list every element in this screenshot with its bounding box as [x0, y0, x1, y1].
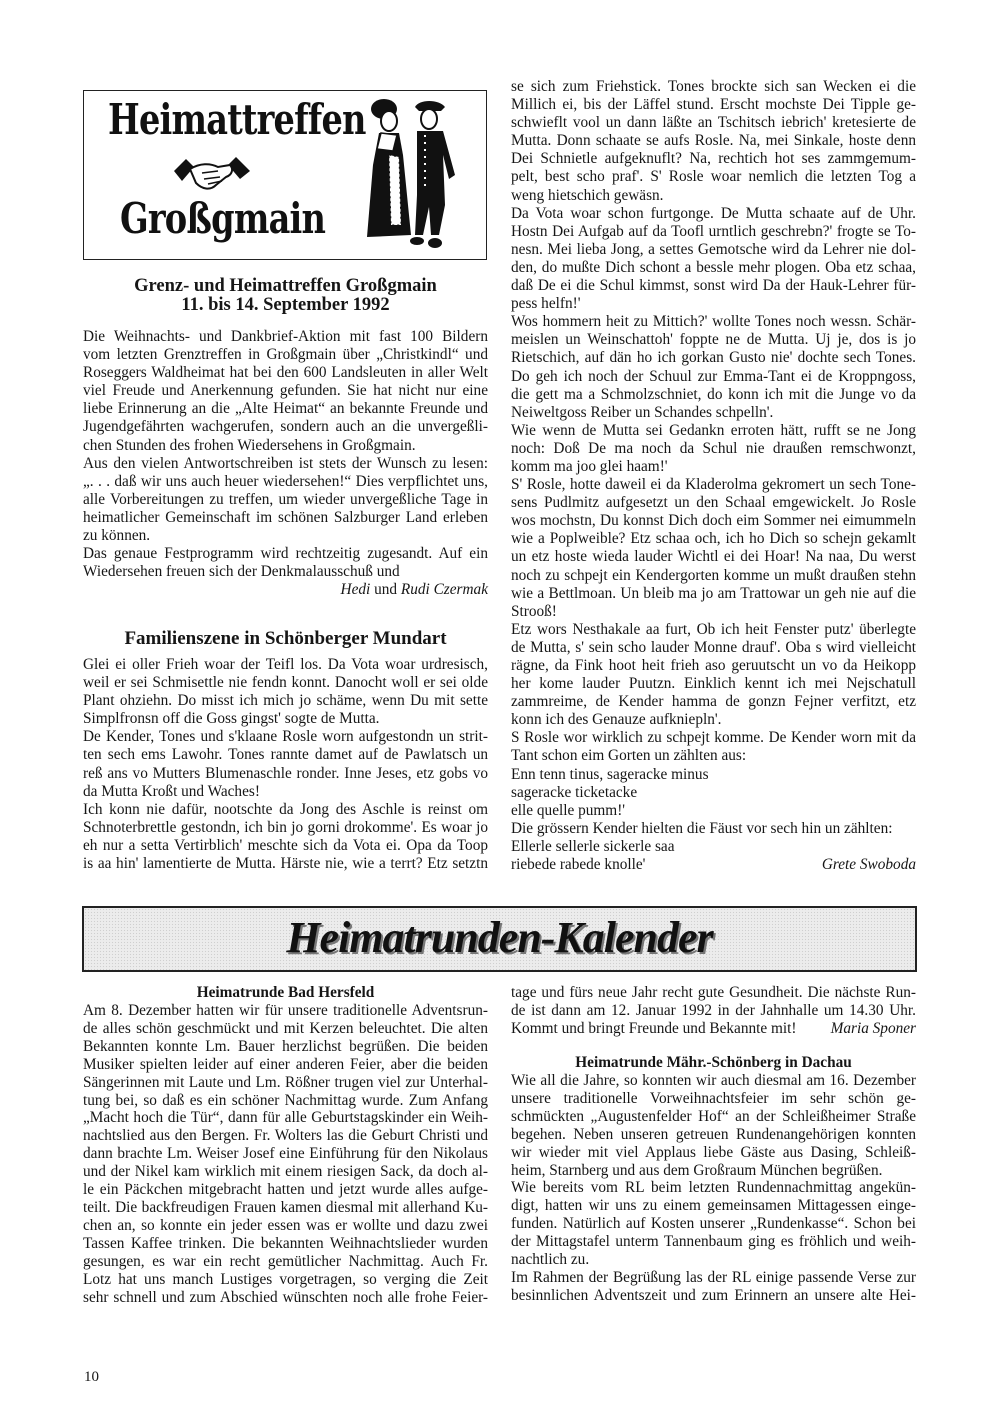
text-line: Plant ohziehn. Do misst ich mich jo schäme, wenn Du mit sette — [83, 692, 488, 710]
text-line: sageracke ticketacke — [511, 783, 638, 801]
text-line: „. . . daß wir uns auch heuer wiedersehen!“ Dies verpflichtet uns, — [83, 472, 488, 490]
text-line: is aa hin' lamentierte de Mutta. Härste nie, wie a terrt? Etz setztn — [83, 855, 488, 873]
text-line: Die grössern Kender hielten die Fäust vor sech hin un zählten: — [511, 819, 893, 837]
article-body-continued — [511, 78, 916, 874]
entry-body — [511, 1072, 916, 1305]
text-line: Simplfronsn off die Goss gingst' sogte de Mutta. — [83, 710, 380, 728]
text-line: Strooß! — [511, 602, 557, 620]
article-title-line: Grenz- und Heimattreffen Großgmain — [134, 276, 437, 296]
text-line: Wie bereits vom RL beim letzten Rundennachmittag angekün- — [511, 1179, 916, 1197]
text-line: de ist dann am 12. Januar 1992 in der Jahnhalle um 14.30 Uhr. — [511, 1001, 916, 1019]
text-line: noch: Doß De ma noch da Schul nie draußen remschwonzt, — [511, 439, 916, 457]
article-title — [83, 277, 488, 314]
header-graphic — [83, 90, 487, 260]
calendar-entry-continued — [511, 984, 916, 1038]
text-line: le ein Päckchen mitgebracht hatten und jetzt wurde alles aufge- — [83, 1181, 488, 1199]
calendar-entry — [83, 984, 488, 1306]
signature-joiner: und — [374, 581, 398, 599]
calendar-banner — [82, 906, 917, 972]
text-line: Im Rahmen der Begrüßung las der RL einige passende Verse zur — [511, 1268, 916, 1286]
text-line: liebe Erinnerung an die „Alte Heimat“ an bekannte Freunde und — [83, 400, 488, 418]
graphic-title-heimattreffen: Heimattreffen — [108, 95, 366, 144]
text-line: alle Vorbereitungen zu treffen, um wieder unvergeßliche Tage in — [83, 490, 488, 508]
text-line: her kome lauder Puutzn. Einklich kennt ich mei Nejschatull — [511, 675, 916, 693]
text-line: heim, Starnberg und aus dem Großraum München begrüßen. — [511, 1161, 883, 1179]
text-line: nachtslied aus den Bergen. Fr. Wolters las die Geburt Christi und — [83, 1127, 488, 1145]
text-line: pelt, best scho praf'. S' Rosle woar nemlich die letzten Tog a — [511, 168, 916, 186]
text-line: wir wieder mit viel Applaus liebe Gäste aus Dasing, Schleiß- — [511, 1143, 916, 1161]
text-line: rägne, da Fink hoot heit frieh aso geruutscht un vo da Heikopp — [511, 657, 916, 674]
text-line: Aus den vielen Antwortschreiben ist stets der Wunsch zu lesen: — [83, 454, 488, 472]
text-line: Am 8. Dezember hatten wir für unsere traditionelle Adventsrun- — [83, 1002, 488, 1019]
entry-title: Heimatrunde Mähr.-Schönberg in Dachau — [575, 1054, 852, 1071]
text-line: nesn. Mei lieba Jong, a settes Gemotsche wird da Lehrer nie dol- — [511, 240, 916, 258]
calendar-entry — [511, 1054, 916, 1305]
text-line: tage und fürs neue Jahr recht gute Gesundheit. Die nächste Run- — [511, 984, 916, 1001]
text-line: schwieflt vool un dann läßte an Tschitsch iebrich' kretesierte de — [511, 114, 916, 132]
entry-signature: Maria Sponer — [830, 1019, 916, 1037]
closing-text: Kommt und bringt Freunde und Bekannte mit! — [511, 1019, 797, 1037]
text-line: Wie wenn de Mutta sei Gedankn erroten hätt, rufft se ne Jong — [511, 421, 916, 439]
text-line: begehen. Neben unseren getreuen Rundenangehörigen konnten — [511, 1125, 916, 1143]
text-line: teilt. Die backfreudigen Frauen kamen diesmal mit allerhand Ku- — [83, 1198, 488, 1216]
text-line: heimatlicher Gemeinschaft im schönen Salzburger Land erleben — [83, 508, 488, 526]
text-line: Da Vota woar schon furtgonge. De Mutta schaate auf de Uhr. — [511, 204, 916, 222]
graphic-title-grossgmain: Großgmain — [120, 194, 326, 243]
text-line: digt, hatten wir uns zu einem gemeinsamen Mittagessen einge- — [511, 1197, 916, 1215]
text-line: nachtlich zu. — [511, 1251, 590, 1269]
text-line: Dei Schnietle aufgeknuflt? Na, rechtich hot ses zammgemum- — [511, 150, 916, 168]
text-line: weil er sei Schmisettle nie fendn konnt. Danocht woll er sei olde — [83, 674, 488, 692]
signature-name: Hedi — [340, 581, 371, 599]
couple-icon — [359, 95, 464, 255]
article-date: 11. bis 14. September 1992 — [181, 294, 390, 315]
text-line: S' Rosle, hotte daweil ei da Kladerolma gekromert un sech Tone- — [511, 476, 916, 494]
article-body — [83, 656, 488, 873]
text-line: Sängerinnen mit Laute und Lm. Rößner trugen viel zur Unterhal- — [83, 1073, 488, 1091]
text-line: Wiedersehen freuen sich der Denkmalausschuß und — [83, 563, 400, 581]
text-line: de alles schön geschmückt und mit Kerzen beleuchtet. Die alten — [83, 1019, 488, 1037]
text-line: besinnlichen Adventszeit und zum Erinnern an unsere alte Hei- — [511, 1286, 916, 1304]
text-line: schmückten „Augustenfelder Hof“ an der Schleißheimer Straße — [511, 1107, 916, 1125]
text-line: dann brachte Lm. Weiser Josef eine Einführung für den Nikolaus — [83, 1145, 488, 1163]
signature-name: Rudi Czermak — [400, 581, 488, 599]
text-line: ten sech ems Lawohr. Tones rannte damet auf de Pawlatsch un — [83, 746, 488, 764]
text-line: Etz wors Nesthakale aa furt, Ob ich heit Fenster putz' überlegte — [511, 620, 916, 638]
text-line: vom letzten Grenztreffen in Großgmain über „Christkindl“ und — [83, 346, 488, 364]
text-line: Wos hommern heit zu Mittich?' wollte Tones noch wessn. Schär- — [511, 313, 916, 331]
text-line: Lotz hat uns manch Lustiges vorgetragen, so verging die Zeit — [83, 1270, 488, 1288]
page-number: 10 — [84, 1369, 99, 1385]
text-line: un etz hoste wieda lauder Wichtl ei dei Hoar! Na naa, Du werst — [511, 548, 916, 566]
text-line: weng hietschich gewäsn. — [511, 186, 664, 204]
text-line: chen an, so konnte ein jeder essen was er wollte und dazu zwei — [83, 1216, 488, 1234]
article-signature — [83, 581, 488, 599]
text-line: komm ma joo glei haam!' — [511, 457, 668, 475]
text-line: viel Freude und Anerkennung gefunden. Sie hat nicht nur eine — [83, 382, 488, 400]
text-line: zammreime, de Kender hamma de gonzn Fejner verfitzt, etz — [511, 693, 916, 711]
text-line: Do geh ich noch der Schuul zur Emma-Tant ei de Kroppngoss, — [511, 367, 916, 385]
text-line: funden. Natürlich auf Kosten unserer „Rundenkasse“. Schon bei — [511, 1215, 916, 1233]
text-line: Hostn Dei Aufgab auf da Toofl urntlich geschrebn?' frogte se To- — [511, 222, 916, 240]
text-line: und der Nikel kam wirklich mit einem riesigen Sack, da doch al- — [83, 1163, 488, 1181]
article-title: Familienszene in Schönberger Mundart — [124, 628, 447, 649]
text-line: zu können. — [83, 527, 151, 545]
text-line: se sich zum Friehstick. Tones brockte sich san Wecken ei die — [511, 78, 916, 95]
text-line: S Rosle wor wirklich zu schpejt komme. De Kender worn mit da — [511, 729, 916, 747]
text-line: De Kender, Tones und s'klaane Rosle worn aufgestondn un strit- — [83, 728, 488, 746]
text-line: Rietschich, auf dän ho ich gorkan Gusto nie' dochte sech Tones. — [511, 349, 916, 367]
calendar-banner-title: Heimatrunden-Kalender — [286, 913, 713, 962]
text-line: Schnoterbrettle gestondn, ich bin jo gorni drokomme'. Es woar jo — [83, 818, 488, 836]
text-line: reß ans vo Mutters Blumenaschle ronder. Inne Jeses, etz gobs vo — [83, 764, 488, 782]
text-line: wos mochstn, Du konnst Dich doch eim Sommer nei eimummeln — [511, 512, 916, 530]
text-line: tung bei, so daß es ein schöner Nachmittag wurde. Zum Anfang — [83, 1091, 488, 1109]
text-line: Bekannten konnte Lm. Bauer herzlichst begrüßen. Die beiden — [83, 1037, 488, 1055]
text-line: chen Stunden des frohen Wiedersehens in Großgmain. — [83, 436, 416, 454]
text-line: Die Weihnachts- und Dankbrief-Aktion mit fast 100 Bildern — [83, 328, 488, 345]
text-line: elle quelle pumm!' — [511, 801, 626, 819]
text-line: Tant schon eim Gorten un zählten aus: — [511, 747, 747, 765]
text-line: der Mittagstafel unterm Tannenbaum ging es fröhlich und weih- — [511, 1233, 916, 1251]
entry-closing-line — [511, 1020, 916, 1038]
article-body — [83, 328, 488, 599]
text-line: Millich ei, bis der Läffel stund. Erscht mochste Dei Tipple ge- — [511, 96, 916, 114]
text-line: Roseggers Waldheimat hat bei den 600 Landsleuten in aller Welt — [83, 364, 488, 382]
text-line: „Macht hoch die Tür“, dann für alle Geburtstagskinder ein Weih- — [83, 1109, 488, 1127]
text-line: gesungen, es war ein recht gemütlicher Nachmittag. Auch Fr. — [83, 1252, 488, 1270]
text-line: unsere traditionelle Vorweihnachtsfeier im sehr schön ge- — [511, 1089, 916, 1107]
text-line: wie a Bettlmoan. Un bleib ma jo am Trattowar un geh nie auf die — [511, 584, 916, 602]
text-line: den, do mußte Dich schont a bessle mehr plogen. Oba etz schaa, — [511, 258, 916, 276]
text-line: Mutta. Donn schaate se aufs Rosle. Na, mei Sinkale, hoste denn — [511, 132, 916, 150]
text-line: pess helfn!' — [511, 295, 581, 313]
text-line: sehr schnell und zum Abschied wünschten noch alle frohe Feier- — [83, 1288, 488, 1306]
text-line: Jugendgefährten wachgerufen, sondern auch an die unvergeßli- — [83, 418, 488, 436]
text-line: die gett ma a Schmolzschniet, do konn ich mit die Junge vo da — [511, 385, 916, 403]
text-line: Musiker spielten leider auf einer anderen Feier, aber die beiden — [83, 1055, 488, 1073]
text-line: eh nur a setta Vertirblich' meschte sich da Vota ei. Opa da Toop — [83, 836, 488, 854]
closing-text: riebede rabede knolle' — [511, 856, 646, 874]
text-line: noch zu schpejt ein Kendergorten komme un mußt draußen stehn — [511, 566, 916, 584]
text-line: sens Pudlmitz aufgesetzt un den Schaal emgewickelt. Jo Rosle — [511, 494, 916, 512]
entry-title: Heimatrunde Bad Hersfeld — [196, 984, 375, 1001]
text-line: daß De ei die Schul kimmst, sonst wird Da der Hauk-Lehrer für- — [511, 277, 916, 295]
text-line: Wie all die Jahre, so konnten wir auch diesmal am 16. Dezember — [511, 1072, 916, 1089]
text-line: Ich konn nie dafür, nootschte da Jong des Aschle is reinst om — [83, 800, 488, 818]
text-line: Neiweltgoss Reiber un Schandes schpelln'. — [511, 403, 774, 421]
text-line: da Mutta Kroßt und Waches! — [83, 782, 260, 800]
text-line: de Mutta, s' sein scho lauder Monne drauf'. Oba s wird vielleicht — [511, 638, 916, 656]
text-line: konn ich des Genauze aufkniepln'. — [511, 711, 722, 729]
text-line: meislen un Weinschattoh' foppte ne de Mutta. Uj je, dos is jo — [511, 331, 916, 349]
text-line: Ellerle sellerle sickerle saa — [511, 837, 675, 855]
handshake-icon — [172, 149, 252, 199]
text-line: Das genaue Festprogramm wird rechtzeitig zugesandt. Auf ein — [83, 545, 488, 563]
text-line: wie a Poplweible? Etz schaa och, ich ho Dich so schejn gekamlt — [511, 530, 916, 548]
entry-body — [511, 984, 916, 1020]
article-signature: Grete Swoboda — [821, 856, 916, 874]
text-line: Enn tenn tinus, sageracke minus — [511, 765, 709, 783]
article-closing-line — [511, 856, 916, 874]
entry-body — [83, 1002, 488, 1306]
text-line: Tassen Kaffee trinken. Die bekannten Weihnachtslieder wurden — [83, 1234, 488, 1252]
text-line: Glei ei oller Frieh woar der Teifl los. Da Vota woar urdresisch, — [83, 656, 488, 673]
